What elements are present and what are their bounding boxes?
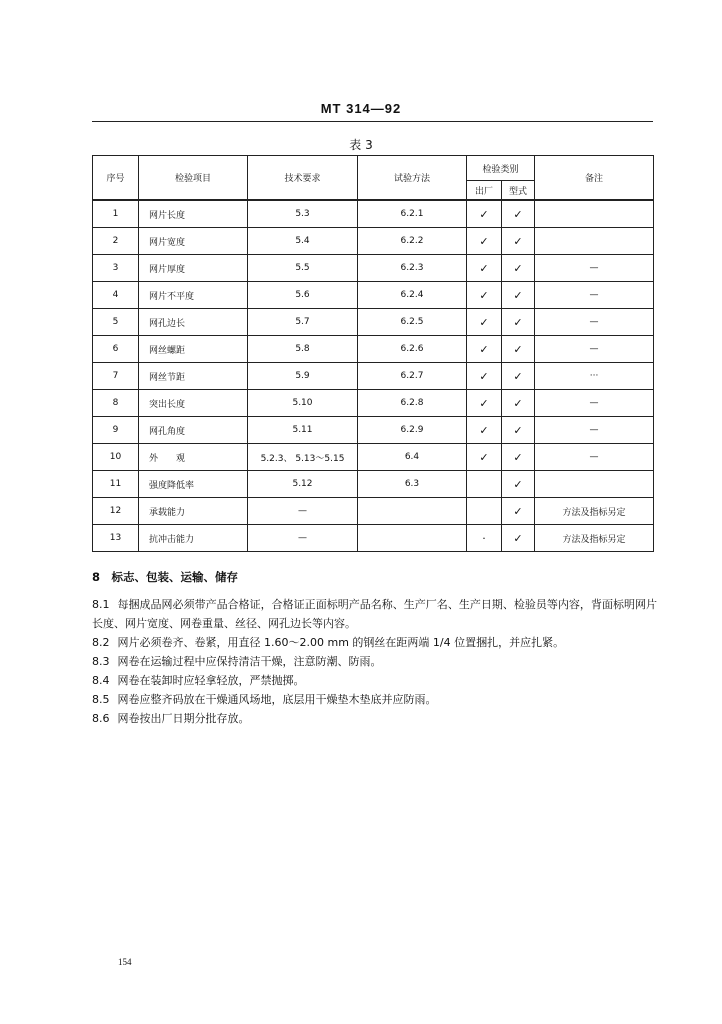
cell-seq: 1	[93, 200, 139, 228]
paragraph-number: 8.2	[92, 636, 110, 649]
cell-tech: 5.4	[248, 228, 358, 255]
paragraph-text: 网卷在装卸时应轻拿轻放，严禁抛掷。	[117, 674, 305, 687]
cell-remark: 方法及指标另定	[535, 498, 654, 525]
page-number: 154	[118, 957, 132, 967]
cell-method: 6.2.1	[358, 200, 467, 228]
table-row	[93, 228, 654, 255]
cell-tech: 5.5	[248, 255, 358, 282]
paragraph-text: 网卷在运输过程中应保持清洁干燥，注意防潮、防雨。	[117, 655, 382, 668]
table-row	[93, 309, 654, 336]
cell-remark: —	[535, 444, 654, 471]
paragraph-number: 8.1	[92, 598, 110, 611]
cell-tech: 5.9	[248, 363, 358, 390]
cell-factory: ✓	[467, 444, 502, 471]
cell-seq: 12	[93, 498, 139, 525]
cell-remark: —	[535, 282, 654, 309]
cell-type-test: ✓	[502, 417, 535, 444]
cell-seq: 8	[93, 390, 139, 417]
table-row	[93, 498, 654, 525]
cell-item: 网片宽度	[139, 228, 248, 255]
cell-tech: 5.8	[248, 336, 358, 363]
cell-factory: ✓	[467, 309, 502, 336]
paragraph-text: 每捆成品网必须带产品合格证，合格证正面标明产品名称、生产厂名、生产日期、检验员等内容，背面标明网片长度、网片宽度、网卷重量、丝径、网孔边长等内容。	[92, 598, 657, 630]
cell-type-test: ✓	[502, 444, 535, 471]
cell-remark: ···	[535, 363, 654, 390]
cell-factory: ✓	[467, 200, 502, 228]
table-row	[93, 471, 654, 498]
cell-factory	[467, 498, 502, 525]
cell-method: 6.4	[358, 444, 467, 471]
column-header-type-test: 型式	[502, 181, 535, 201]
cell-seq: 4	[93, 282, 139, 309]
cell-method: 6.2.5	[358, 309, 467, 336]
cell-seq: 9	[93, 417, 139, 444]
cell-item: 网孔边长	[139, 309, 248, 336]
cell-item: 网丝螺距	[139, 336, 248, 363]
cell-seq: 10	[93, 444, 139, 471]
cell-type-test: ✓	[502, 390, 535, 417]
cell-remark: —	[535, 390, 654, 417]
table-row	[93, 444, 654, 471]
table-row	[93, 525, 654, 552]
cell-method: 6.2.7	[358, 363, 467, 390]
paragraph	[92, 690, 657, 709]
cell-seq: 7	[93, 363, 139, 390]
cell-item: 外 观	[139, 444, 248, 471]
section-body	[92, 595, 657, 728]
cell-type-test: ✓	[502, 282, 535, 309]
cell-tech: —	[248, 498, 358, 525]
cell-method: 6.2.9	[358, 417, 467, 444]
cell-remark: —	[535, 309, 654, 336]
cell-tech: 5.7	[248, 309, 358, 336]
cell-type-test: ✓	[502, 200, 535, 228]
cell-item: 承载能力	[139, 498, 248, 525]
cell-factory: ✓	[467, 390, 502, 417]
cell-item: 突出长度	[139, 390, 248, 417]
cell-tech: 5.6	[248, 282, 358, 309]
cell-seq: 3	[93, 255, 139, 282]
table-row	[93, 282, 654, 309]
column-header-category: 检验类别	[467, 156, 535, 181]
cell-factory: ✓	[467, 336, 502, 363]
paragraph	[92, 652, 657, 671]
cell-item: 网片不平度	[139, 282, 248, 309]
table-row	[93, 417, 654, 444]
cell-remark	[535, 228, 654, 255]
table-row	[93, 336, 654, 363]
cell-type-test: ✓	[502, 255, 535, 282]
cell-method	[358, 525, 467, 552]
column-header-seq: 序号	[93, 156, 139, 201]
cell-seq: 2	[93, 228, 139, 255]
cell-item: 强度降低率	[139, 471, 248, 498]
cell-tech: 5.12	[248, 471, 358, 498]
cell-factory	[467, 471, 502, 498]
cell-type-test: ✓	[502, 309, 535, 336]
table-row	[93, 390, 654, 417]
paragraph	[92, 595, 657, 633]
cell-seq: 13	[93, 525, 139, 552]
cell-seq: 6	[93, 336, 139, 363]
paragraph-number: 8.3	[92, 655, 110, 668]
cell-method: 6.2.3	[358, 255, 467, 282]
column-header-factory: 出厂	[467, 181, 502, 201]
cell-remark: —	[535, 417, 654, 444]
paragraph-text: 网卷按出厂日期分批存放。	[117, 712, 250, 725]
column-header-remark: 备注	[535, 156, 654, 201]
column-header-method: 试验方法	[358, 156, 467, 201]
cell-type-test: ✓	[502, 471, 535, 498]
cell-method: 6.2.8	[358, 390, 467, 417]
cell-factory: ✓	[467, 417, 502, 444]
cell-tech: 5.2.3、 5.13～5.15	[248, 444, 358, 471]
cell-item: 网片厚度	[139, 255, 248, 282]
cell-factory: ✓	[467, 363, 502, 390]
table-row	[93, 363, 654, 390]
cell-type-test: ✓	[502, 498, 535, 525]
cell-remark	[535, 471, 654, 498]
cell-method: 6.2.2	[358, 228, 467, 255]
cell-type-test: ✓	[502, 363, 535, 390]
cell-type-test: ✓	[502, 336, 535, 363]
cell-tech: 5.10	[248, 390, 358, 417]
paragraph	[92, 709, 657, 728]
column-header-item: 检验项目	[139, 156, 248, 201]
paragraph	[92, 671, 657, 690]
table-row	[93, 200, 654, 228]
paragraph-number: 8.6	[92, 712, 110, 725]
cell-tech: 5.11	[248, 417, 358, 444]
cell-factory: ✓	[467, 228, 502, 255]
cell-remark	[535, 200, 654, 228]
section-title: 8 标志、包装、运输、储存	[92, 570, 239, 584]
cell-factory: ✓	[467, 282, 502, 309]
cell-item: 网孔角度	[139, 417, 248, 444]
column-header-tech: 技术要求	[248, 156, 358, 201]
cell-remark: —	[535, 255, 654, 282]
table-row	[93, 255, 654, 282]
cell-seq: 11	[93, 471, 139, 498]
cell-method: 6.2.4	[358, 282, 467, 309]
cell-tech: —	[248, 525, 358, 552]
inspection-table	[92, 155, 654, 552]
cell-method: 6.2.6	[358, 336, 467, 363]
cell-factory: ·	[467, 525, 502, 552]
cell-tech: 5.3	[248, 200, 358, 228]
paragraph-text: 网卷应整齐码放在干燥通风场地，底层用干燥垫木垫底并应防雨。	[117, 693, 437, 706]
cell-item: 网片长度	[139, 200, 248, 228]
table-title: 表 3	[349, 138, 373, 152]
cell-factory: ✓	[467, 255, 502, 282]
cell-method	[358, 498, 467, 525]
cell-item: 抗冲击能力	[139, 525, 248, 552]
header-divider	[92, 121, 653, 122]
standard-header: MT 314—92	[320, 101, 402, 116]
cell-seq: 5	[93, 309, 139, 336]
cell-remark: 方法及指标另定	[535, 525, 654, 552]
cell-item: 网丝节距	[139, 363, 248, 390]
cell-method: 6.3	[358, 471, 467, 498]
paragraph-number: 8.4	[92, 674, 110, 687]
paragraph-number: 8.5	[92, 693, 110, 706]
cell-type-test: ✓	[502, 525, 535, 552]
paragraph	[92, 633, 657, 652]
paragraph-text: 网片必须卷齐、卷紧，用直径 1.60～2.00 mm 的钢丝在距两端 1/4 位置捆扎，并应扎紧。	[117, 636, 565, 649]
cell-remark: —	[535, 336, 654, 363]
cell-type-test: ✓	[502, 228, 535, 255]
